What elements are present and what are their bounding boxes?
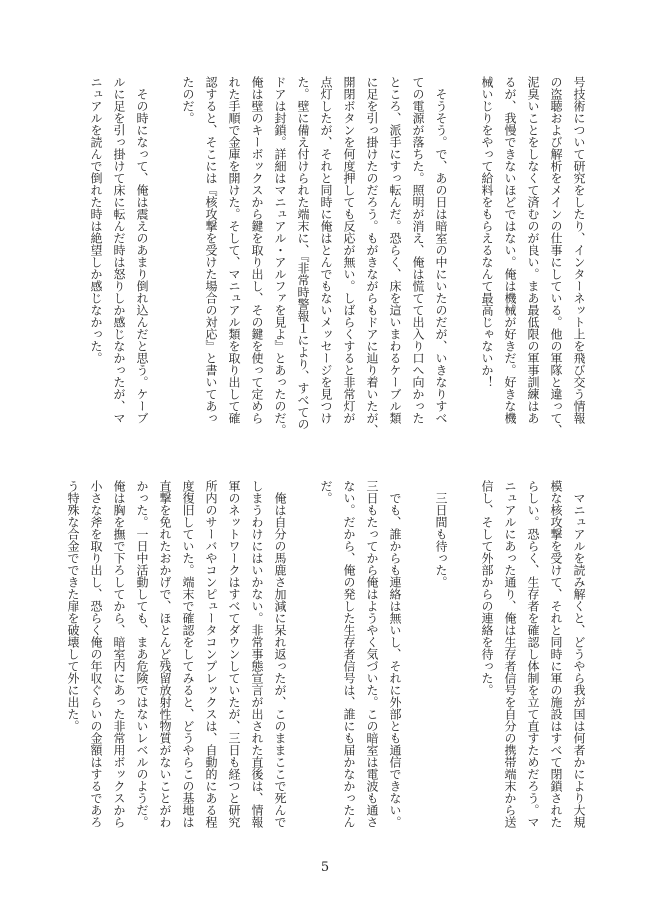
text-line: 三日もたってから俺はようやく気づいた。この暗室は電波も通さ bbox=[365, 480, 379, 828]
text-line: た。壁に備え付けられた端末に、『非常時警報１により、すべての bbox=[296, 76, 310, 430]
text-line: ドアは封鎖。詳細はマニュアル・アルファを見よ』とあったのだ。 bbox=[273, 76, 287, 436]
text-line: 開閉ボタンを何度押しても反応が無い。しばらくすると非常灯が bbox=[342, 76, 356, 424]
text-line: 信し、そして外部からの連絡を待った。 bbox=[480, 480, 494, 696]
text-line: ルに足を引っ掛けて床に転んだ時は怒りしか感じなかったが、マ bbox=[112, 76, 126, 424]
text-line: ニュアルにあった通り、俺は生存者信号を自分の携帯端末から送 bbox=[503, 480, 517, 828]
text-line: ところ、派手にすっ転んだ。恐らく、床を這いまわるケーブル類 bbox=[388, 76, 402, 424]
text-line: 泥臭いことをしなくて済むのが良い。まあ最低限の軍事訓練はあ bbox=[526, 76, 540, 424]
text-line: 号技術について研究をしたり、インターネット上を飛び交う情報 bbox=[572, 76, 586, 424]
text-line: でも、誰からも連絡は無いし、それに外部とも通信できない。 bbox=[388, 480, 402, 828]
text-line: ての電源が落ちた。照明が消え、俺は慌てて出入り口へ向かった bbox=[411, 76, 425, 424]
text-line: 三日間も待った。 bbox=[434, 480, 448, 588]
text-line bbox=[406, 480, 429, 840]
text-line: らしい。恐らく、生存者を確認し体制を立て直すためだろう。マ bbox=[526, 480, 540, 828]
text-line: 俺は自分の馬鹿さ加減に呆れ返ったが、このままここで死んで bbox=[273, 480, 287, 828]
text-line bbox=[291, 480, 314, 840]
text-line: の盗聴および解析をメインの仕事にしている。他の軍隊と違って、 bbox=[549, 76, 563, 436]
text-line: るが、我慢できないほどではない。俺は機械が好きだ。好きな機 bbox=[503, 76, 517, 424]
text-line: 俺は胸を撫で下ろしてから、暗室内にあった非常用ボックスから bbox=[112, 480, 126, 828]
text-line bbox=[452, 480, 475, 840]
text-line: 度復旧していた。端末で確認をしてみると、どうやらこの基地は bbox=[181, 480, 195, 828]
upper-text-block bbox=[84, 76, 590, 436]
text-line: 軍のネットワークはすべてダウンしていたが、三日も経つと研究 bbox=[227, 480, 241, 828]
page-number: 5 bbox=[320, 860, 330, 875]
text-line bbox=[153, 76, 176, 436]
text-line: その時になって、俺は震えのあまり倒れ込んだと思う。ケーブ bbox=[135, 76, 149, 424]
text-line: マニュアルを読み解くと、どうやら我が国は何者かにより大規 bbox=[572, 480, 586, 828]
text-line: ニュアルを読んで倒れた時は絶望しか感じなかった。 bbox=[89, 76, 103, 364]
text-line: そうそう。で、あの日は暗室の中にいたのだが、いきなりすべ bbox=[434, 76, 448, 424]
text-line: れた手順で金庫を開けた。そして、マニュアル類を取り出して確 bbox=[227, 76, 241, 424]
text-line: 模な核攻撃を受けて、それと同時に軍の施設はすべて閉鎖された bbox=[549, 480, 563, 828]
text-line: 所内のサーバやコンピュータコンプレックスは、自動的にある程 bbox=[204, 480, 218, 828]
text-line: 認すると、そこには『核攻撃を受けた場合の対応』と書いてあっ bbox=[204, 76, 218, 424]
text-line: ない。だから、俺の発した生存者信号は、誰にも届かなかったん bbox=[342, 480, 356, 828]
text-line: 直撃を免れたおかげで、ほとんど残留放射性物質がないことがわ bbox=[158, 480, 172, 828]
text-line: に足を引っ掛けたのだろう。もがきながらもドアに辿り着いたが、 bbox=[365, 76, 379, 436]
text-line: う特殊な合金でできた扉を破壊して外に出た。 bbox=[66, 480, 80, 732]
text-line: かった。一日中活動しても、まあ危険ではないレベルのようだ。 bbox=[135, 480, 149, 828]
text-line: 俺は壁のキーボックスから鍵を取り出し、その鍵を使って定めら bbox=[250, 76, 264, 424]
text-line: たのだ。 bbox=[181, 76, 195, 124]
lower-text-block bbox=[61, 480, 590, 840]
text-line: 小さな斧を取り出し、恐らく俺の年収ぐらいの金額はするであろ bbox=[89, 480, 103, 828]
text-line bbox=[452, 76, 475, 436]
text-line: だ。 bbox=[319, 480, 333, 504]
text-line: 点灯したが、それと同時に俺はとんでもないメッセージを見つけ bbox=[319, 76, 333, 424]
text-line: 械いじりをやって給料をもらえるなんて最高じゃないか！ bbox=[480, 76, 494, 388]
text-line: しまうわけにはいかない。非常事態宣言が出された直後は、情報 bbox=[250, 480, 264, 828]
